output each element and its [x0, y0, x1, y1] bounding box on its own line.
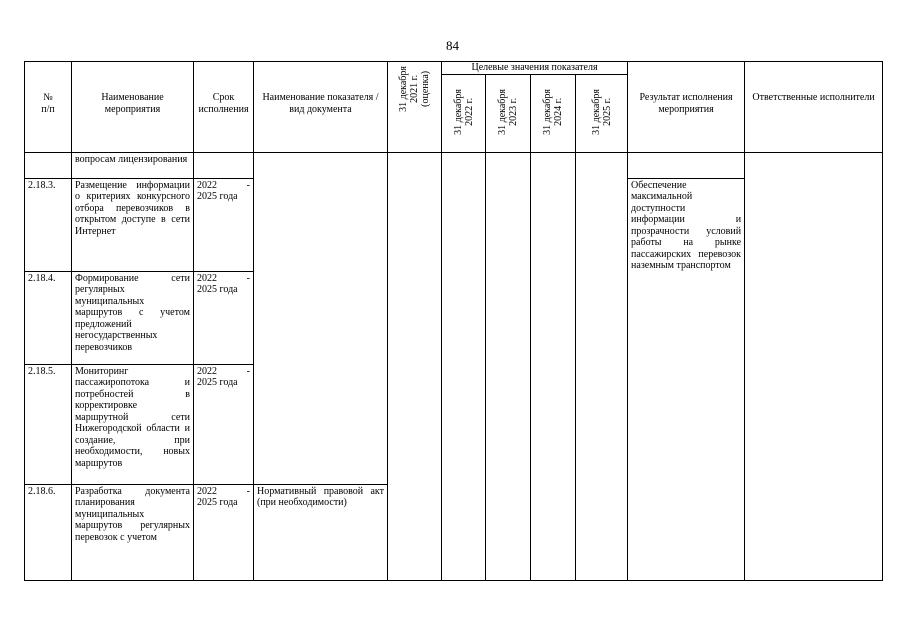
row-event: Разработка документа планирования муниципальных маршрутов регулярных перевозок с учетом: [72, 484, 194, 580]
header-col-2022: [442, 74, 486, 152]
header-indicator-name: Наименование показателя / вид документа: [254, 62, 388, 153]
cont-num: [25, 152, 72, 178]
row-num: 2.18.6.: [25, 484, 72, 580]
row-deadline: [194, 271, 254, 364]
header-responsible: Ответственные исполнители: [745, 62, 883, 153]
responsible-cell: [745, 152, 883, 580]
header-col-2023: [486, 74, 531, 152]
row-num: 2.18.5.: [25, 364, 72, 484]
header-col-2023-text: 31 декабря 2023 г.: [497, 88, 519, 135]
cont-deadline: [194, 152, 254, 178]
header-num-text: № п/п: [41, 92, 55, 115]
deadline-dash: -: [246, 179, 250, 191]
header-col-2025-text: 31 декабря 2025 г.: [590, 88, 613, 135]
cont-event: вопросам лицензирования: [72, 152, 194, 178]
value-2023-cell: [486, 152, 531, 580]
value-2025-cell: [576, 152, 628, 580]
row-deadline: [194, 484, 254, 580]
row-event: Размещение информации о критериях конкурсного отбора перевозчиков в открытом доступе в сети Интернет: [72, 178, 194, 271]
header-col-2024: [531, 74, 576, 152]
value-2022-cell: [442, 152, 486, 580]
header-col-2021-text: 31 декабря 2021 г. (оценка): [398, 66, 431, 112]
header-target-group: Целевые значения показателя: [442, 62, 628, 75]
page-number: 84: [446, 38, 459, 53]
deadline-dash: -: [246, 365, 250, 377]
deadline-from: 2022: [197, 365, 217, 377]
row-indicator: Нормативный правовой акт (при необходимости): [254, 484, 388, 580]
indicator-cell-empty: [254, 152, 388, 484]
row-event: Формирование сети регулярных муниципальных маршрутов с учетом предложений негосударственных перевозчиков: [72, 271, 194, 364]
header-deadline: Срок исполнения: [194, 62, 254, 153]
row-event: Мониторинг пассажиропотока и потребностей в корректировке маршрутной сети Нижегородской области и создание, при необходимости, новых маршрутов: [72, 364, 194, 484]
deadline-to: 2025 года: [197, 497, 238, 508]
deadline-dash: -: [246, 485, 250, 497]
deadline-from: 2022: [197, 179, 217, 191]
deadline-from: 2022: [197, 485, 217, 497]
header-num: [25, 62, 72, 153]
row-deadline: [194, 364, 254, 484]
deadline-to: 2025 года: [197, 377, 238, 388]
value-2021-cell: [388, 152, 442, 580]
result-cell: Обеспечение максимальной доступности информации и прозрачности условий работы на рынке пассажирских перевозок наземным транспортом: [628, 178, 745, 580]
deadline-from: 2022: [197, 272, 217, 284]
cont-result: [628, 152, 745, 178]
row-num: 2.18.3.: [25, 178, 72, 271]
header-col-2021: [388, 62, 442, 153]
header-col-2022-text: 31 декабря 2022 г.: [452, 88, 475, 135]
deadline-dash: -: [246, 272, 250, 284]
header-result: Результат исполнения мероприятия: [628, 62, 745, 153]
header-event-name: Наименование мероприятия: [72, 62, 194, 153]
deadline-to: 2025 года: [197, 284, 238, 295]
deadline-to: 2025 года: [197, 191, 238, 202]
measures-table: [24, 61, 883, 581]
value-2024-cell: [531, 152, 576, 580]
header-col-2024-text: 31 декабря 2024 г.: [542, 88, 564, 135]
header-col-2025: [576, 74, 628, 152]
row-num: 2.18.4.: [25, 271, 72, 364]
row-deadline: [194, 178, 254, 271]
